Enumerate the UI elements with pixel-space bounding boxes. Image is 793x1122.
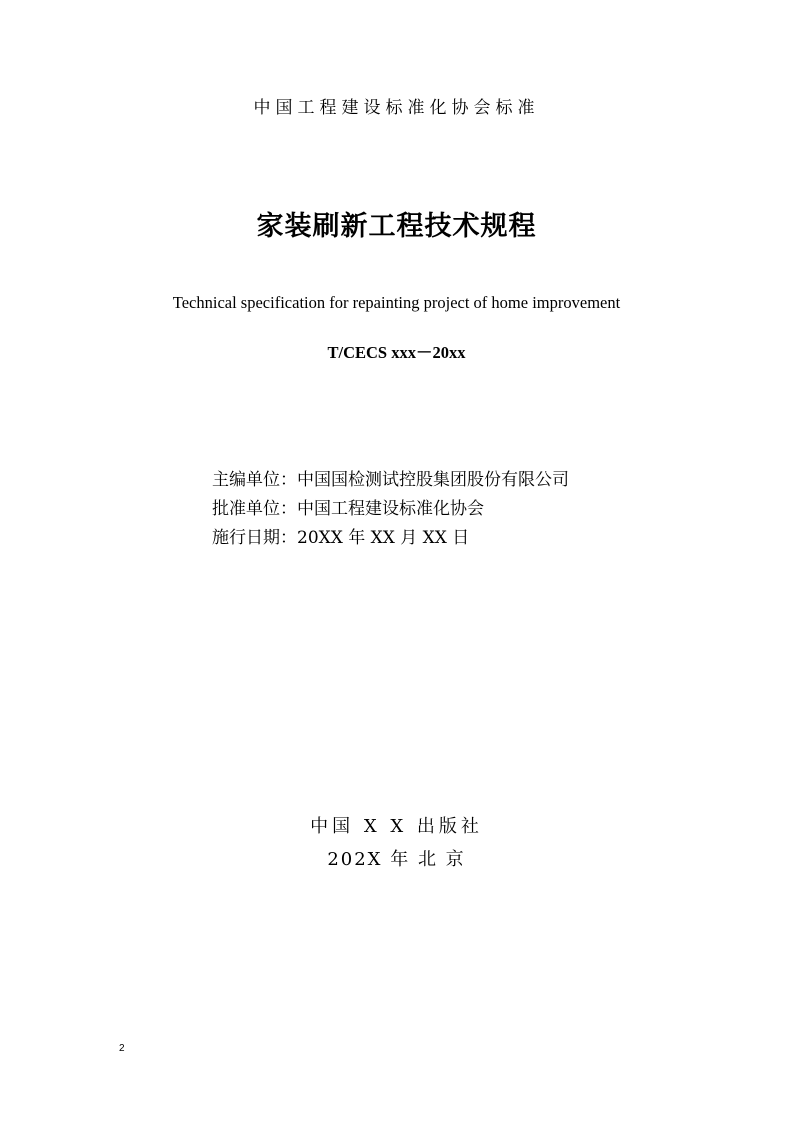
chief-editor-label: 主编单位： — [212, 470, 297, 490]
association-header: 中国工程建设标准化协会标准 — [253, 98, 540, 118]
publisher-name: 中国 X X 出版社 — [310, 816, 483, 837]
chief-editor-value: 中国国检测试控股集团股份有限公司 — [297, 470, 569, 490]
standard-code: T/CECS xxx－20xx — [327, 343, 466, 362]
effective-date-label: 施行日期： — [212, 528, 297, 548]
issuing-info — [212, 466, 569, 553]
effective-date-row — [212, 524, 569, 553]
approver-label: 批准单位： — [212, 499, 297, 519]
page-number: 2 — [119, 1043, 125, 1054]
document-title-english: Technical specification for repainting project of home improvement — [172, 293, 621, 312]
effective-date-value: 20XX 年 XX 月 XX 日 — [297, 528, 470, 548]
document-title-chinese: 家装刷新工程技术规程 — [256, 211, 537, 242]
publication-place-year: 202X 年 北 京 — [327, 849, 466, 870]
approver-value: 中国工程建设标准化协会 — [297, 499, 484, 519]
chief-editor-row — [212, 466, 569, 495]
approver-row — [212, 495, 569, 524]
